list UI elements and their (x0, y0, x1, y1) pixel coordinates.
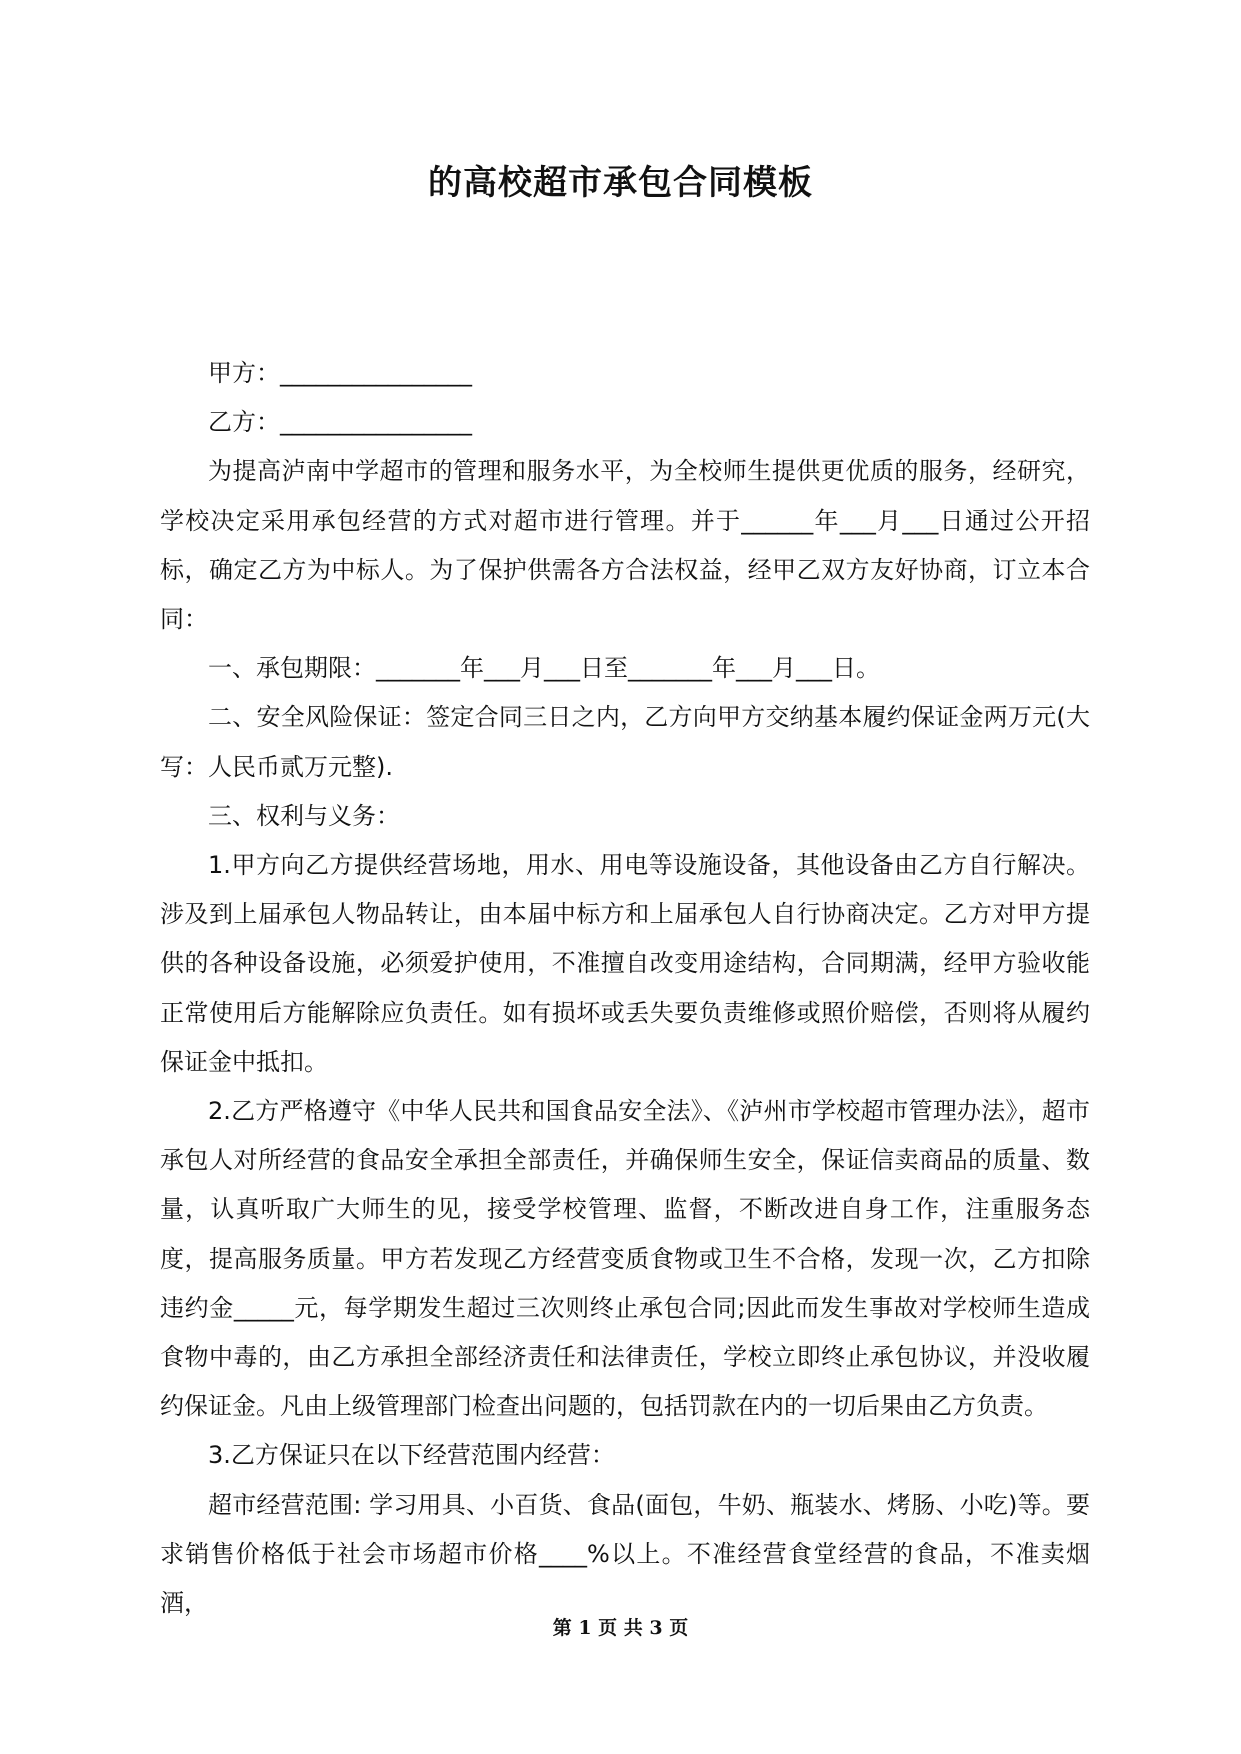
party-a-line: 甲方：________________ (208, 359, 472, 387)
document-body (160, 349, 1090, 1628)
document-title: 的高校超市承包合同模板 (428, 163, 813, 203)
clause-contract-term: 一、承包期限：_______年___月___日至_______年___月___日。 (208, 654, 880, 683)
clause-item-3: 3.乙方保证只在以下经营范围内经营： (208, 1441, 615, 1470)
page-number-footer: 第 1 页 共 3 页 (552, 1617, 689, 1639)
clause-item-1: 1.甲方向乙方提供经营场地，用水、用电等设施设备，其他设备由乙方自行解决。涉及到上届承包人物品转让，由本届中标方和上届承包人自行协商决定。乙方对甲方提供的各种设备设施，必须爱护使用，不准擅自改变用途结构，合同期满，经甲方验收能正常使用后方能解除应负责任。如有损坏或丢失要负责维修或照价赔偿，否则将从履约保证金中抵扣。 (160, 851, 1090, 1076)
clause-security-deposit: 二、安全风险保证：签定合同三日之内，乙方向甲方交纳基本履约保证金两万元(大写：人民币贰万元整). (160, 703, 1090, 781)
clause-rights-obligations-heading: 三、权利与义务： (208, 801, 400, 830)
clause-item-2: 2.乙方严格遵守《中华人民共和国食品安全法》、《泸州市学校超市管理办法》，超市承包人对所经营的食品安全承担全部责任，并确保师生安全，保证信卖商品的质量、数量，认真听取广大师生的见，接受学校管理、监督，不断改进自身工作，注重服务态度，提高服务质量。甲方若发现乙方经营变质食物或卫生不合格，发现一次，乙方扣除违约金_____元，每学期发生超过三次则终止承包合同;因此而发生事故对学校师生造成食物中毒的，由乙方承担全部经济责任和法律责任，学校立即终止承包协议，并没收履约保证金。凡由上级管理部门检查出问题的，包括罚款在内的一切后果由乙方负责。 (160, 1097, 1090, 1421)
party-b-line: 乙方：________________ (208, 408, 472, 437)
preamble-paragraph: 为提高泸南中学超市的管理和服务水平，为全校师生提供更优质的服务，经研究，学校决定采用承包经营的方式对超市进行管理。并于______年___月___日通过公开招标，确定乙方为中标人。为了保护供需各方合法权益，经甲乙双方友好协商，订立本合同： (160, 457, 1090, 634)
business-scope-paragraph: 超市经营范围: 学习用具、小百货、食品(面包，牛奶、瓶装水、烤肠、小吃)等。要求销售价格低于社会市场超市价格____%以上。不准经营食堂经营的食品，不准卖烟酒， (160, 1490, 1090, 1618)
